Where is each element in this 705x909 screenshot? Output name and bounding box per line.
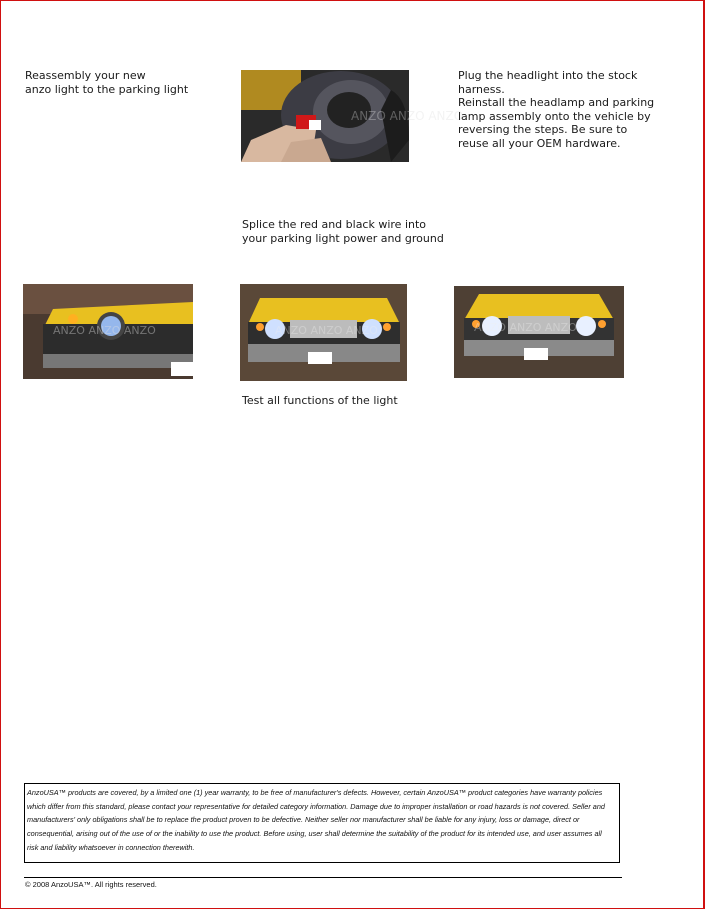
photo-parking-light-connector [241,70,464,162]
step-test-text: Test all functions of the light [242,394,398,407]
photo-truck-headlight-installed [23,284,193,379]
watermark-text: ANZO ANZO ANZO [474,321,577,334]
step-splice-text: Splice the red and black wire into your parking light power and ground [242,218,444,245]
photo-truck-lights-on [240,284,407,381]
photo-truck-halo-on [454,286,624,378]
copyright-text: © 2008 AnzoUSA™. All rights reserved. [25,880,157,889]
footer-divider [24,877,622,878]
watermark-text: ANZO ANZO ANZO [275,324,378,337]
warranty-box: AnzoUSA™ products are covered, by a limited one (1) year warranty, to be free of manufacturer's defects. However, certain AnzoUSA™ product categories have warranty policies which differ from this standard, please contact your representative for detailed category information. Damage due to improper installation or road hazards is not covered. Seller and manufacturers' only obligations shall be to replace the product proven to be defective. Neither seller nor manufacturer shall be liable for any injury, loss or damage, direct or consequential, arising out of the use of or the inability to use the product. Before using, user shall determine the suitability of the product for its intended use, and user assumes all risk and liability whatsoever in connection therewith. [24,783,620,863]
watermark-text: ANZO ANZO ANZO [351,109,464,123]
step-plug-text: Plug the headlight into the stock harness. Reinstall the headlamp and parking lamp assembly onto the vehicle by reversing the steps. Be sure to reuse all your OEM hardware. [458,69,655,150]
step-reassembly-text: Reassembly your new anzo light to the parking light [25,69,189,96]
watermark-text: ANZO ANZO ANZO [53,324,156,337]
